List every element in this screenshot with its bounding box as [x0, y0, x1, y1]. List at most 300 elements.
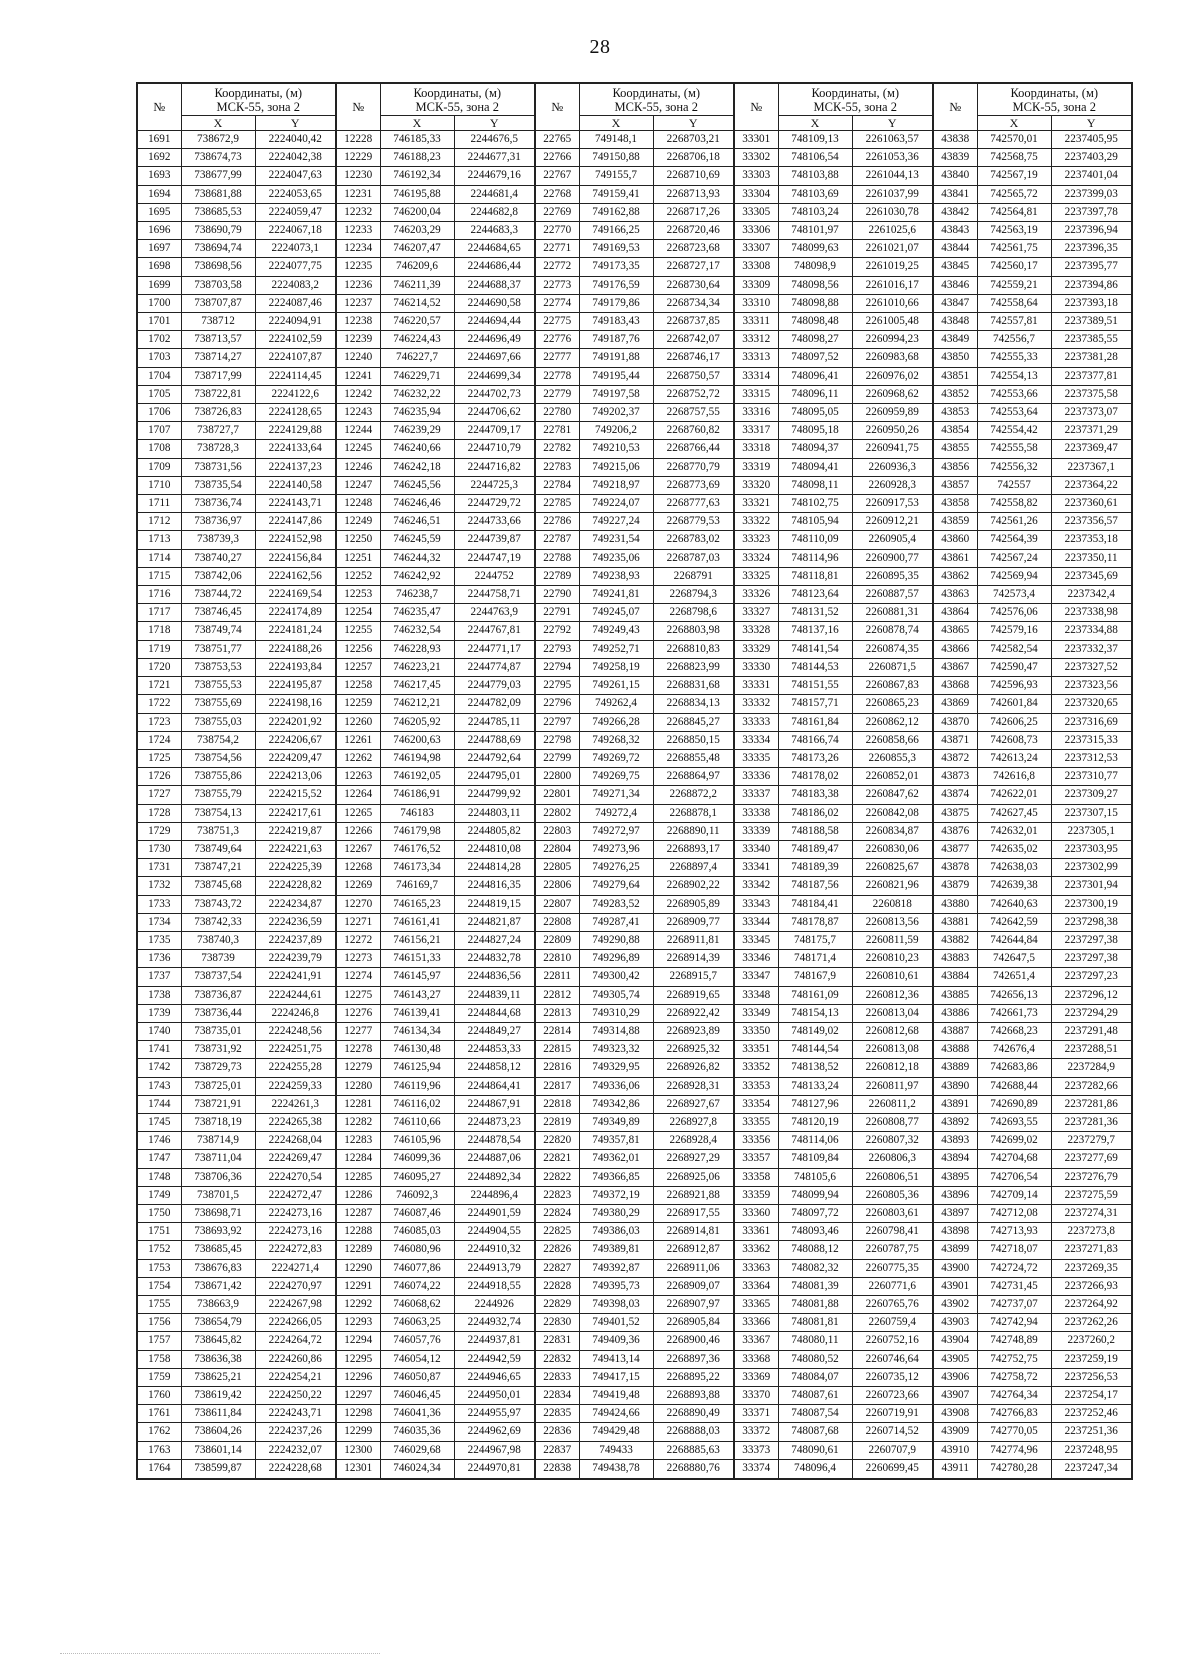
cell-y: 2268897,36 [653, 1350, 734, 1368]
cell-y: 2260811,59 [852, 931, 933, 949]
cell-number: 1701 [137, 313, 181, 331]
cell-y: 2224206,67 [255, 731, 336, 749]
cell-x: 748080,11 [778, 1332, 852, 1350]
cell-y: 2237377,81 [1051, 367, 1132, 385]
cell-number: 33330 [734, 658, 778, 676]
cell-y: 2260808,77 [852, 1113, 933, 1131]
header-system-label: МСК-55, зона 2 [216, 99, 300, 114]
cell-y: 2244950,01 [454, 1387, 535, 1405]
cell-y: 2244788,69 [454, 731, 535, 749]
cell-number: 22788 [535, 549, 579, 567]
cell-x: 749195,44 [579, 367, 653, 385]
cell-y: 2268737,85 [653, 313, 734, 331]
cell-number: 43876 [933, 822, 977, 840]
cell-x: 746244,32 [380, 549, 454, 567]
cell-number: 1754 [137, 1277, 181, 1295]
cell-y: 2268905,84 [653, 1314, 734, 1332]
cell-y: 2237369,47 [1051, 440, 1132, 458]
cell-number: 12269 [336, 877, 380, 895]
cell-x: 749433 [579, 1441, 653, 1459]
cell-number: 33306 [734, 222, 778, 240]
cell-x: 749148,1 [579, 131, 653, 149]
cell-x: 738698,56 [181, 258, 255, 276]
cell-y: 2268734,34 [653, 294, 734, 312]
cell-x: 746217,45 [380, 677, 454, 695]
cell-y: 2260812,18 [852, 1059, 933, 1077]
table-row [137, 895, 1132, 913]
table-row [137, 203, 1132, 221]
cell-y: 2260759,4 [852, 1314, 933, 1332]
cell-number: 1755 [137, 1296, 181, 1314]
cell-y: 2268713,93 [653, 185, 734, 203]
cell-number: 1748 [137, 1168, 181, 1186]
cell-x: 738751,3 [181, 822, 255, 840]
cell-number: 22812 [535, 986, 579, 1004]
cell-y: 2237316,69 [1051, 713, 1132, 731]
cell-y: 2224248,56 [255, 1022, 336, 1040]
cell-x: 742661,73 [977, 1004, 1051, 1022]
cell-y: 2237385,55 [1051, 331, 1132, 349]
table-row [137, 695, 1132, 713]
cell-y: 2268752,72 [653, 385, 734, 403]
cell-x: 749392,87 [579, 1259, 653, 1277]
cell-y: 2244918,55 [454, 1277, 535, 1295]
cell-x: 738754,2 [181, 731, 255, 749]
cell-number: 43878 [933, 859, 977, 877]
table-row [137, 258, 1132, 276]
cell-x: 748080,52 [778, 1350, 852, 1368]
cell-number: 33354 [734, 1095, 778, 1113]
cell-x: 742570,01 [977, 131, 1051, 149]
cell-number: 22822 [535, 1168, 579, 1186]
cell-y: 2260847,62 [852, 786, 933, 804]
cell-x: 738701,5 [181, 1186, 255, 1204]
cell-y: 2268927,29 [653, 1150, 734, 1168]
cell-y: 2244706,62 [454, 404, 535, 422]
cell-y: 2224102,59 [255, 331, 336, 349]
cell-y: 2224077,75 [255, 258, 336, 276]
cell-y: 2224107,87 [255, 349, 336, 367]
header-x: X [579, 116, 653, 131]
cell-number: 12288 [336, 1223, 380, 1241]
cell-number: 1691 [137, 131, 181, 149]
cell-y: 2244901,59 [454, 1204, 535, 1222]
cell-number: 43850 [933, 349, 977, 367]
cell-number: 22814 [535, 1022, 579, 1040]
cell-y: 2237296,12 [1051, 986, 1132, 1004]
table-row [137, 495, 1132, 513]
header-row-titles [137, 83, 1132, 116]
cell-x: 748096,11 [778, 385, 852, 403]
cell-number: 43843 [933, 222, 977, 240]
cell-y: 2237276,79 [1051, 1168, 1132, 1186]
cell-number: 43873 [933, 768, 977, 786]
cell-x: 738749,64 [181, 840, 255, 858]
cell-number: 43896 [933, 1186, 977, 1204]
cell-number: 12253 [336, 586, 380, 604]
cell-number: 12263 [336, 768, 380, 786]
cell-number: 12257 [336, 658, 380, 676]
cell-number: 12262 [336, 749, 380, 767]
cell-number: 12284 [336, 1150, 380, 1168]
cell-x: 749389,81 [579, 1241, 653, 1259]
cell-number: 43845 [933, 258, 977, 276]
cell-number: 22829 [535, 1296, 579, 1314]
cell-y: 2224246,8 [255, 1004, 336, 1022]
cell-number: 1733 [137, 895, 181, 913]
cell-y: 2268723,68 [653, 240, 734, 258]
cell-number: 33334 [734, 731, 778, 749]
cell-y: 2260707,9 [852, 1441, 933, 1459]
cell-number: 22785 [535, 495, 579, 513]
cell-y: 2260852,01 [852, 768, 933, 786]
cell-number: 12286 [336, 1186, 380, 1204]
cell-number: 12297 [336, 1387, 380, 1405]
cell-number: 22774 [535, 294, 579, 312]
cell-x: 738625,21 [181, 1368, 255, 1386]
cell-y: 2244716,82 [454, 458, 535, 476]
cell-y: 2268893,17 [653, 840, 734, 858]
cell-x: 738751,77 [181, 640, 255, 658]
cell-number: 12249 [336, 513, 380, 531]
cell-number: 43904 [933, 1332, 977, 1350]
cell-y: 2244686,44 [454, 258, 535, 276]
table-row [137, 804, 1132, 822]
cell-y: 2244709,17 [454, 422, 535, 440]
cell-x: 742613,24 [977, 749, 1051, 767]
table-row [137, 1259, 1132, 1277]
cell-y: 2237338,98 [1051, 604, 1132, 622]
cell-y: 2244771,17 [454, 640, 535, 658]
cell-number: 12289 [336, 1241, 380, 1259]
cell-number: 1732 [137, 877, 181, 895]
cell-number: 33357 [734, 1150, 778, 1168]
cell-x: 748098,11 [778, 476, 852, 494]
cell-x: 749395,73 [579, 1277, 653, 1295]
cell-number: 12232 [336, 203, 380, 221]
cell-y: 2224087,46 [255, 294, 336, 312]
cell-number: 12292 [336, 1296, 380, 1314]
cell-x: 746205,92 [380, 713, 454, 731]
cell-x: 742556,32 [977, 458, 1051, 476]
cell-y: 2237396,94 [1051, 222, 1132, 240]
cell-y: 2224268,04 [255, 1132, 336, 1150]
cell-x: 749424,66 [579, 1405, 653, 1423]
cell-y: 2244819,15 [454, 895, 535, 913]
cell-number: 22768 [535, 185, 579, 203]
cell-number: 43874 [933, 786, 977, 804]
cell-x: 748114,96 [778, 549, 852, 567]
cell-y: 2237342,4 [1051, 586, 1132, 604]
cell-x: 746046,45 [380, 1387, 454, 1405]
cell-number: 12271 [336, 913, 380, 931]
cell-y: 2261021,07 [852, 240, 933, 258]
cell-x: 742737,07 [977, 1296, 1051, 1314]
cell-number: 12274 [336, 968, 380, 986]
cell-x: 749159,41 [579, 185, 653, 203]
cell-x: 746228,93 [380, 640, 454, 658]
cell-x: 749272,97 [579, 822, 653, 840]
coordinates-table [136, 82, 1133, 1480]
cell-x: 742704,68 [977, 1150, 1051, 1168]
table-row [137, 986, 1132, 1004]
cell-x: 749296,89 [579, 950, 653, 968]
cell-y: 2224221,63 [255, 840, 336, 858]
cell-number: 1764 [137, 1459, 181, 1479]
cell-x: 746195,88 [380, 185, 454, 203]
cell-y: 2237271,83 [1051, 1241, 1132, 1259]
cell-y: 2268925,32 [653, 1041, 734, 1059]
cell-y: 2260714,52 [852, 1423, 933, 1441]
cell-number: 1761 [137, 1405, 181, 1423]
cell-x: 748090,61 [778, 1441, 852, 1459]
cell-y: 2224241,91 [255, 968, 336, 986]
cell-x: 742565,72 [977, 185, 1051, 203]
cell-x: 742638,03 [977, 859, 1051, 877]
cell-x: 749269,72 [579, 749, 653, 767]
cell-x: 742766,83 [977, 1405, 1051, 1423]
cell-y: 2237294,29 [1051, 1004, 1132, 1022]
cell-x: 738749,74 [181, 622, 255, 640]
cell-x: 746220,57 [380, 313, 454, 331]
cell-y: 2260862,12 [852, 713, 933, 731]
cell-x: 748149,02 [778, 1022, 852, 1040]
cell-number: 12294 [336, 1332, 380, 1350]
table-row [137, 422, 1132, 440]
table-row [137, 877, 1132, 895]
cell-x: 738755,53 [181, 677, 255, 695]
table-row [137, 1077, 1132, 1095]
cell-y: 2244844,68 [454, 1004, 535, 1022]
cell-number: 12293 [336, 1314, 380, 1332]
cell-y: 2244725,3 [454, 476, 535, 494]
cell-number: 12233 [336, 222, 380, 240]
cell-number: 43865 [933, 622, 977, 640]
cell-number: 22786 [535, 513, 579, 531]
cell-y: 2268717,26 [653, 203, 734, 221]
cell-y: 2237264,92 [1051, 1296, 1132, 1314]
cell-number: 1699 [137, 276, 181, 294]
cell-number: 33331 [734, 677, 778, 695]
cell-x: 746119,96 [380, 1077, 454, 1095]
cell-number: 43883 [933, 950, 977, 968]
cell-y: 2224128,65 [255, 404, 336, 422]
cell-y: 2237269,35 [1051, 1259, 1132, 1277]
cell-x: 738663,9 [181, 1296, 255, 1314]
cell-number: 12278 [336, 1041, 380, 1059]
cell-number: 1709 [137, 458, 181, 476]
cell-x: 746207,47 [380, 240, 454, 258]
cell-x: 742558,64 [977, 294, 1051, 312]
cell-x: 748127,96 [778, 1095, 852, 1113]
cell-x: 748137,16 [778, 622, 852, 640]
cell-y: 2260810,61 [852, 968, 933, 986]
cell-y: 2237247,34 [1051, 1459, 1132, 1479]
cell-y: 2224053,65 [255, 185, 336, 203]
cell-number: 1738 [137, 986, 181, 1004]
table-row [137, 950, 1132, 968]
cell-number: 43862 [933, 567, 977, 585]
cell-number: 22833 [535, 1368, 579, 1386]
cell-number: 22821 [535, 1150, 579, 1168]
cell-y: 2224217,61 [255, 804, 336, 822]
cell-x: 746156,21 [380, 931, 454, 949]
cell-x: 749202,37 [579, 404, 653, 422]
cell-x: 742627,45 [977, 804, 1051, 822]
cell-x: 748098,56 [778, 276, 852, 294]
header-coordinates [579, 83, 734, 116]
cell-y: 2261037,99 [852, 185, 933, 203]
table-row [137, 859, 1132, 877]
cell-x: 746200,04 [380, 203, 454, 221]
cell-number: 1702 [137, 331, 181, 349]
cell-x: 738703,58 [181, 276, 255, 294]
cell-number: 43911 [933, 1459, 977, 1479]
cell-number: 22807 [535, 895, 579, 913]
cell-y: 2244681,4 [454, 185, 535, 203]
cell-x: 748178,02 [778, 768, 852, 786]
cell-number: 22791 [535, 604, 579, 622]
cell-y: 2261063,57 [852, 131, 933, 149]
cell-number: 12275 [336, 986, 380, 1004]
header-number: № [535, 83, 579, 131]
cell-number: 33369 [734, 1368, 778, 1386]
cell-number: 33328 [734, 622, 778, 640]
cell-number: 43894 [933, 1150, 977, 1168]
cell-x: 749197,58 [579, 385, 653, 403]
cell-x: 746186,91 [380, 786, 454, 804]
cell-number: 1721 [137, 677, 181, 695]
cell-x: 738737,54 [181, 968, 255, 986]
table-row [137, 1041, 1132, 1059]
cell-y: 2260812,68 [852, 1022, 933, 1040]
cell-y: 2268895,22 [653, 1368, 734, 1386]
cell-y: 2268823,99 [653, 658, 734, 676]
cell-x: 748109,13 [778, 131, 852, 149]
cell-y: 2268855,48 [653, 749, 734, 767]
table-row [137, 440, 1132, 458]
cell-number: 12279 [336, 1059, 380, 1077]
cell-y: 2237254,17 [1051, 1387, 1132, 1405]
cell-x: 748144,53 [778, 658, 852, 676]
cell-y: 2260959,89 [852, 404, 933, 422]
cell-number: 33307 [734, 240, 778, 258]
cell-y: 2244942,59 [454, 1350, 535, 1368]
cell-number: 43903 [933, 1314, 977, 1332]
cell-y: 2268897,4 [653, 859, 734, 877]
header-system-label: МСК-55, зона 2 [614, 99, 698, 114]
table-row [137, 1405, 1132, 1423]
cell-number: 12258 [336, 677, 380, 695]
cell-y: 2237297,38 [1051, 950, 1132, 968]
cell-number: 12255 [336, 622, 380, 640]
cell-y: 2224237,89 [255, 931, 336, 949]
cell-number: 43905 [933, 1350, 977, 1368]
cell-number: 43895 [933, 1168, 977, 1186]
cell-number: 22769 [535, 203, 579, 221]
cell-number: 43892 [933, 1113, 977, 1131]
cell-y: 2260806,51 [852, 1168, 933, 1186]
cell-number: 22813 [535, 1004, 579, 1022]
cell-y: 2224243,71 [255, 1405, 336, 1423]
cell-y: 2268803,98 [653, 622, 734, 640]
cell-number: 43875 [933, 804, 977, 822]
cell-y: 2268926,82 [653, 1059, 734, 1077]
cell-x: 748084,07 [778, 1368, 852, 1386]
cell-y: 2224209,47 [255, 749, 336, 767]
cell-number: 1723 [137, 713, 181, 731]
cell-number: 12247 [336, 476, 380, 494]
cell-x: 749438,78 [579, 1459, 653, 1479]
cell-y: 2244967,98 [454, 1441, 535, 1459]
cell-number: 22772 [535, 258, 579, 276]
cell-number: 1722 [137, 695, 181, 713]
cell-y: 2224244,61 [255, 986, 336, 1004]
cell-number: 1703 [137, 349, 181, 367]
cell-number: 22828 [535, 1277, 579, 1295]
cell-x: 746235,47 [380, 604, 454, 622]
cell-x: 746169,7 [380, 877, 454, 895]
cell-x: 749283,52 [579, 895, 653, 913]
cell-x: 738754,56 [181, 749, 255, 767]
cell-y: 2237281,36 [1051, 1113, 1132, 1131]
cell-number: 43857 [933, 476, 977, 494]
header-coords-label: Координаты, (м) [1010, 85, 1099, 100]
cell-number: 43868 [933, 677, 977, 695]
cell-x: 742568,75 [977, 149, 1051, 167]
cell-number: 43838 [933, 131, 977, 149]
cell-x: 742709,14 [977, 1186, 1051, 1204]
cell-number: 12287 [336, 1204, 380, 1222]
cell-y: 2268810,83 [653, 640, 734, 658]
cell-number: 1728 [137, 804, 181, 822]
cell-y: 2268888,03 [653, 1423, 734, 1441]
cell-number: 1710 [137, 476, 181, 494]
cell-y: 2244904,55 [454, 1223, 535, 1241]
cell-y: 2237327,52 [1051, 658, 1132, 676]
cell-number: 33362 [734, 1241, 778, 1259]
cell-y: 2224273,16 [255, 1204, 336, 1222]
cell-x: 746161,41 [380, 913, 454, 931]
cell-y: 2268925,06 [653, 1168, 734, 1186]
cell-number: 33355 [734, 1113, 778, 1131]
cell-number: 33371 [734, 1405, 778, 1423]
cell-number: 33320 [734, 476, 778, 494]
cell-x: 746227,7 [380, 349, 454, 367]
cell-y: 2237288,51 [1051, 1041, 1132, 1059]
cell-number: 33316 [734, 404, 778, 422]
cell-x: 742683,86 [977, 1059, 1051, 1077]
cell-y: 2260936,3 [852, 458, 933, 476]
cell-x: 748095,18 [778, 422, 852, 440]
cell-number: 33336 [734, 768, 778, 786]
cell-number: 33358 [734, 1168, 778, 1186]
cell-x: 738755,03 [181, 713, 255, 731]
cell-number: 33314 [734, 367, 778, 385]
cell-number: 33360 [734, 1204, 778, 1222]
cell-y: 2224228,82 [255, 877, 336, 895]
cell-x: 749183,43 [579, 313, 653, 331]
cell-y: 2260855,3 [852, 749, 933, 767]
cell-y: 2268742,07 [653, 331, 734, 349]
cell-number: 33356 [734, 1132, 778, 1150]
cell-number: 22819 [535, 1113, 579, 1131]
cell-x: 738746,45 [181, 604, 255, 622]
cell-x: 742770,05 [977, 1423, 1051, 1441]
cell-number: 1717 [137, 604, 181, 622]
cell-x: 749300,42 [579, 968, 653, 986]
cell-x: 742640,63 [977, 895, 1051, 913]
